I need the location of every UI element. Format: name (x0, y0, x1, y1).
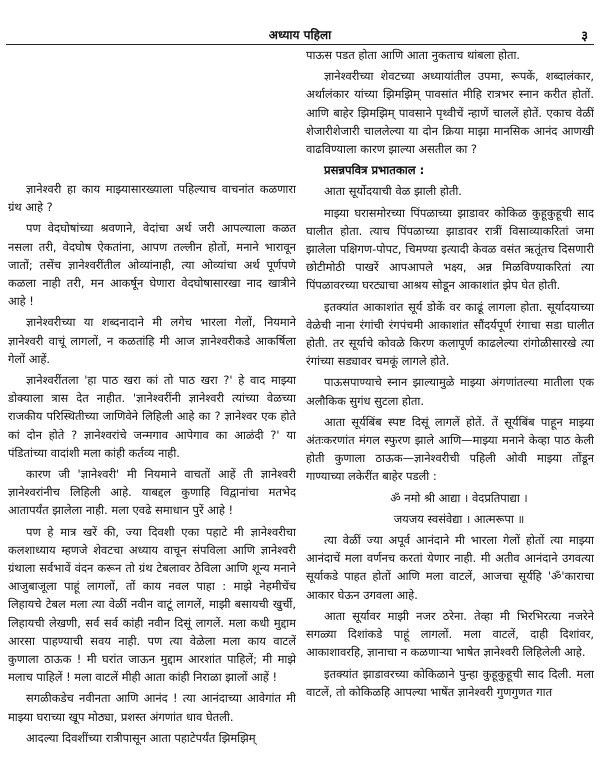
paragraph: सगळीकडेच नवीनता आणि आनंद ! त्या आनंदाच्या आवेगांत मी माझ्या घराच्या खूप मोठ्या, प्रशस्त अंगणांत धाव घेतली. (8, 691, 296, 724)
paragraph: माझ्या घरासमोरच्या पिंपळाच्या झाडावर कोकिळ कुहूकुहूची साद घालीत होता. त्याच पिंपळाच्या झाडावर रात्रीं विसाव्याकरितां जमा झालेला पक्षिगण-पोपट, चिमण्या इत्यादी केवळ वसंत ऋतूंतच दिसणारी छोटीमोठी पाखरें आपआपले भक्ष्य, अन्न मिळविण्याकरितां त्या पिंपळावरच्या घरट्याचा आश्रय सोडून आकाशांत झेप घेत होती. (306, 205, 594, 293)
paragraph: आता सूर्यबिंब स्पष्ट दिसूं लागलें होतें. तें सूर्यबिंब पाहून माझ्या अंतःकरणांत मंगल स्फुरण झाले आणि—माझ्या मनाने केव्हा पाठ केली होती कुणाला ठाऊक—ज्ञानेश्वरीची पहिली ओवी माझ्या तोंडून गाण्याच्या लकेरींत बाहेर पडली : (306, 414, 594, 484)
paragraph: ज्ञानेश्वरींतला 'हा पाठ खरा कां तो पाठ खरा ?' हे वाद माझ्या डोक्याला त्रास देत नाहीत. 'ज्ञानेश्वरींनी ज्ञानेश्वरी त्यांच्या वेळच्या राजकीय परिस्थितीच्या जाणिवेने लिहिली आहे का ? ज्ञानेश्वर एक होते कां दोन होते ? ज्ञानेश्वरांचे जन्मगाव आपेगाव का आळंदी ?' या पंडितांच्या वादांशी मला कांही कर्तव्य नाही. (8, 373, 296, 460)
paragraph: आता सूर्यावर माझी नजर ठरेना. तेव्हा मी भिरभिरत्या नजरेने सगळ्या दिशांकडे पाहूं लागलों. मला वाटलें, दाही दिशांवर, आकाशावरहि, ज्ञानाचा न कळणाऱ्या भाषेत ज्ञानेश्वरी लिहिलेली आहे. (306, 608, 594, 660)
paragraph: आदल्या दिवशींच्या रात्रीपासून आता पहाटेपर्यंत झिमझिम् (26, 730, 256, 745)
paragraph: ज्ञानेश्वरीच्या या शब्दनादाने मी लगेच भारला गेलों, नियमाने ज्ञानेश्वरी वाचूं लागलों, न कळतांहि मी आज ज्ञानेश्वरीकडे आकर्षिला गेलों आहें. (8, 315, 296, 366)
paragraph: इतक्यांत आकाशांत सूर्य डोकें वर काढूं लागला होता. सूर्यादयाच्या वेळेची नाना रंगांची रंगपंचमी आकाशांत सौंदर्यपूर्ण रंगाचा सडा घालीत होती. तर सूर्याचे कोवळे किरण कलापूर्ण काढलेल्या रांगोळीसारखे त्या रंगांच्या सड्यावर चमकूं लागले होते. (306, 299, 594, 369)
paragraph: आता सूर्योदयाची वेळ झाली होती. (324, 184, 462, 199)
paragraph: कारण जी 'ज्ञानेश्वरी' मी नियमाने वाचतों आहें ती ज्ञानेश्वरी ज्ञानेश्वरांनीच लिहिली आहे. याबद्दल कुणाहि विद्वानांचा मतभेद आतापर्यंत झालेला नाही. मला एवढे समाधान पुरें आहे ! (8, 467, 296, 518)
verse-line-2: जयजय स्वसंवेद्या । आत्मरूपा ॥ (393, 511, 525, 526)
left-column (8, 180, 296, 750)
right-column (306, 46, 594, 704)
paragraph: इतक्यांत झाडावरच्या कोकिळाने पुन्हा कुहूकुहूची साद दिली. मला वाटलें, तो कोकिळहि आपल्या भाषेंत ज्ञानेश्वरी गुणगुणत गात (306, 666, 594, 699)
paragraph: ज्ञानेश्वरी हा काय माझ्यासारख्याला पहिल्याच वाचनांत कळणारा ग्रंथ आहे ? (8, 182, 296, 215)
paragraph: पाऊसपाण्याचे स्नान झाल्यामुळे माझ्या अंगणांतल्या मातीला एक अलौकिक सुगंध सुटला होता. (306, 375, 594, 408)
verse-line-1: ॐ नमो श्री आद्या । वेदप्रतिपाद्या । (390, 490, 528, 505)
paragraph: ज्ञानेश्वरीच्या शेवटच्या अध्यायांतील उपमा, रूपकें, शब्दालंकार, अर्थालंकार यांच्या झिमझिम् पावसांत मीहि रात्रभर स्नान करीत होतों. आणि बाहेर झिमझिम् पावसाने पृथ्वीचें न्हाणें चाललें होतें. एकाच वेळीं शेजारीशेजारी चाललेल्या या दोन क्रिया माझा मानसिक आनंद आणखी वाढविण्याला कारण झाल्या असतील का ? (306, 69, 594, 157)
paragraph: पण वेदघोषांच्या श्रवणाने, वेदांचा अर्थ जरी आपल्याला कळत नसला तरी, वेदघोष ऐकतांना, आपण तल्लीन होतों, मनाने भारावून जातों; तसेंच ज्ञानेश्वरींतील ओव्यांनाही, त्या ओव्यांचा अर्थ पूर्णपणे कळला नाही तरी, मन आकर्षून घेणारा वेदघोषासारखा नाद खात्रीने आहे ! (8, 221, 296, 309)
page-header (6, 26, 594, 48)
header-rule (6, 44, 594, 45)
paragraph: त्या वेळीं ज्या अपूर्व आनंदाने मी भारला गेलों होतों त्या माझ्या आनंदाचें मला वर्णनच करतां येणार नाही. मी अतीव आनंदाने उगवत्या सूर्याकडे पाहत होतों आणि मला वाटलें, आजचा सूर्यहि 'ॐ'काराचा आकार घेऊन उगवला आहे. (306, 533, 594, 602)
chapter-title: अध्याय पहिला (268, 28, 332, 42)
paragraph: पण हे मात्र खरें की, ज्या दिवशी एका पहाटे मी ज्ञानेश्वरीचा कलशाध्याय म्हणजे शेवटचा अध्याय वाचून संपविला आणि ज्ञानेश्वरी ग्रंथाला सर्वभावें वंदन करून तो ग्रंथ टेबलावर ठेविला आणि शून्य मनाने आजुबाजूला पाहूं लागलों, तों काय नवल पाहा : माझे नेहमीचेंच लिहायचे टेबल मला त्या वेळीं नवीन वाटूं लागलें, माझी बसायची खुर्ची, लिहायची लेखणी, सर्व सर्व कांही नवीन दिसूं लागलें. मला कधी मुद्दाम आरसा पाहण्याची सवय नाही. पण त्या वेळेला मला काय वाटलें कुणाला ठाऊक ! मी घरांत जाऊन मुद्दाम आरशांत पाहिलें; मी माझे मलाच पाहिलें ! मला वाटलें मीही आता कांही निराळा झालों आहें ! (8, 524, 296, 685)
section-heading: प्रसन्नपवित्र प्रभातकाल : (324, 163, 425, 178)
page-number: ३ (581, 29, 588, 44)
continued-line: पाऊस पडत होता आणि आता नुकताच थांबला होता. (306, 48, 521, 62)
